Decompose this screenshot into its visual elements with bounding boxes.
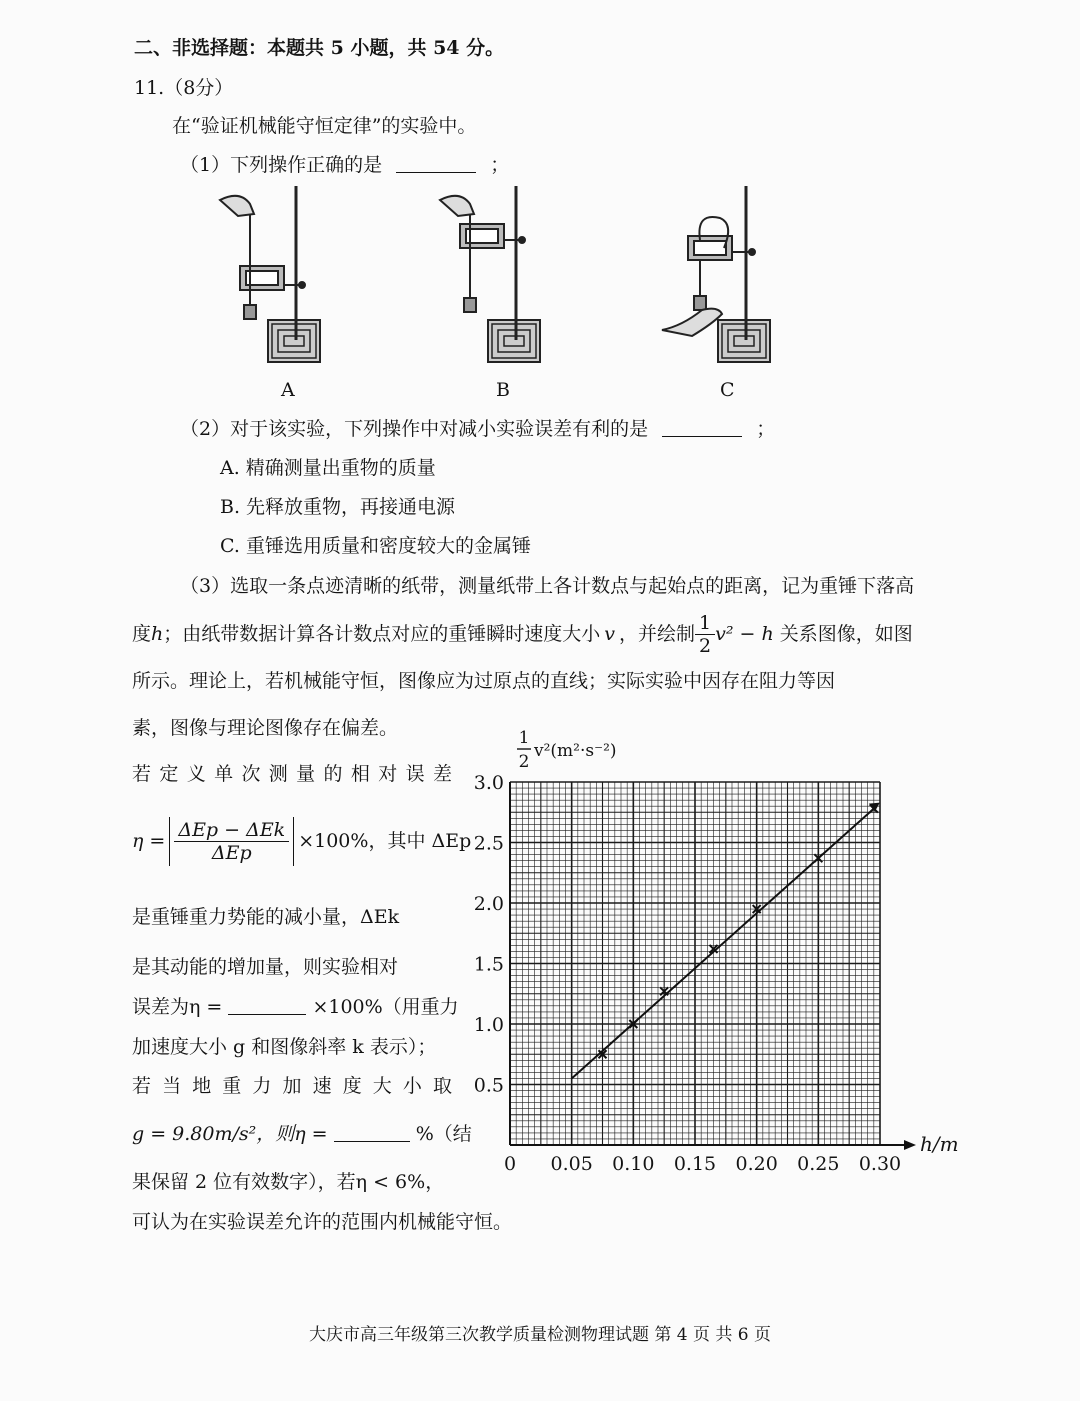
part3-line2-h: h bbox=[151, 623, 164, 645]
x-tick-label: 0.05 bbox=[550, 1153, 593, 1175]
part3-line1: （3）选取一条点迹清晰的纸带，测量纸带上各计数点与起始点的距离，记为重锤下落高 bbox=[180, 575, 915, 597]
line-gk: 加速度大小 g 和图像斜率 k 表示）； bbox=[132, 1036, 437, 1058]
part3-half-fraction bbox=[695, 612, 715, 657]
apparatus-figures bbox=[210, 180, 790, 410]
part2-option-c: C. 重锤选用质量和密度较大的金属锤 bbox=[220, 535, 531, 557]
question-number: 11.（8分） bbox=[134, 77, 234, 99]
line-dep: 是重锤重力势能的减小量，ΔEk bbox=[132, 906, 400, 928]
line-final: 可认为在实验误差允许的范围内机械能守恒。 bbox=[132, 1211, 513, 1233]
line-err-a: 误差为η = bbox=[132, 996, 223, 1018]
x-tick-label: 0.15 bbox=[673, 1153, 717, 1175]
line-keep: 果保留 2 位有效数字），若η < 6%， bbox=[132, 1171, 445, 1193]
y-tick-label: 1.0 bbox=[473, 1014, 504, 1036]
part3-line2-a: 度 bbox=[132, 623, 152, 645]
part1-end: ； bbox=[490, 154, 510, 176]
part3-half-den: 2 bbox=[699, 634, 712, 657]
apparatus-a bbox=[220, 186, 320, 362]
line-err-b: ×100%（用重力 bbox=[312, 996, 459, 1018]
origin-label: 0 bbox=[503, 1153, 517, 1175]
part3-line2-c: ，并绘制 bbox=[619, 623, 696, 645]
y-axis-label-expr: v²(m²·s⁻²) bbox=[534, 741, 617, 761]
def-line: 若定义单次测量的相对误差 bbox=[132, 763, 452, 785]
y-axis-label-den: 2 bbox=[518, 752, 530, 772]
figure-label-a: A bbox=[281, 379, 295, 401]
eta-expression-blank[interactable] bbox=[228, 996, 306, 1015]
section-heading: 二、非选择题：本题共 5 小题，共 54 分。 bbox=[134, 37, 505, 59]
part3-line3: 所示。理论上，若机械能守恒，图像应为过原点的直线；实际实验中因存在阻力等因 bbox=[132, 670, 836, 692]
figure-label-c: C bbox=[720, 379, 735, 401]
eta-fraction bbox=[174, 819, 289, 864]
part2-end: ； bbox=[756, 418, 776, 440]
part3-line2-v: v bbox=[604, 623, 616, 645]
chart-labels bbox=[517, 728, 959, 1156]
y-tick-label: 2.0 bbox=[473, 893, 504, 915]
line-g-a: g = 9.80m/s²，则η = bbox=[132, 1123, 328, 1145]
y-tick-label: 1.5 bbox=[473, 953, 504, 976]
line-g-b: %（结 bbox=[415, 1123, 472, 1145]
y-tick-label: 3.0 bbox=[473, 772, 504, 794]
x-axis-label: h/m bbox=[920, 1132, 959, 1156]
line-g bbox=[132, 1122, 472, 1146]
eta-numerator: ΔEp − ΔEk bbox=[174, 819, 289, 842]
part1-prompt bbox=[180, 153, 509, 177]
part2-option-b: B. 先释放重物，再接通电源 bbox=[220, 496, 456, 518]
apparatus-c bbox=[662, 186, 770, 362]
chart-grid bbox=[510, 782, 880, 1145]
x-tick-label: 0.10 bbox=[612, 1153, 655, 1175]
part3-line4: 素，图像与理论图像存在偏差。 bbox=[132, 717, 399, 739]
y-tick-label: 0.5 bbox=[473, 1074, 504, 1097]
part2-answer-blank[interactable] bbox=[662, 418, 742, 437]
part2-prompt-text: （2）对于该实验，下列操作中对减小实验误差有利的是 bbox=[180, 418, 649, 440]
eta-denominator: ΔEp bbox=[211, 841, 252, 864]
y-tick-label: 2.5 bbox=[473, 832, 504, 855]
figure-label-b: B bbox=[496, 379, 510, 401]
line-local: 若当地重力加速度大小取 bbox=[132, 1075, 452, 1097]
part1-prompt-text: （1）下列操作正确的是 bbox=[180, 154, 383, 176]
part1-answer-blank[interactable] bbox=[396, 154, 476, 173]
part3-line2-b: ；由纸带数据计算各计数点对应的重锤瞬时速度大小 bbox=[163, 623, 601, 645]
fit-line bbox=[572, 809, 874, 1079]
part2-prompt bbox=[180, 417, 775, 441]
eta-formula bbox=[132, 806, 471, 876]
eta-abs-bars bbox=[169, 817, 294, 866]
line-err bbox=[132, 995, 459, 1019]
x-tick-label: 0.30 bbox=[858, 1153, 902, 1175]
apparatus-b bbox=[440, 186, 540, 362]
energy-height-chart bbox=[460, 725, 960, 1185]
x-tick-label: 0.25 bbox=[797, 1153, 840, 1175]
eta-value-blank[interactable] bbox=[334, 1123, 410, 1142]
part3-line2 bbox=[132, 610, 913, 658]
part2-option-a: A. 精确测量出重物的质量 bbox=[220, 457, 436, 479]
part3-line2-d: 关系图像，如图 bbox=[779, 623, 913, 645]
part3-line2-expr: v² − h bbox=[715, 623, 774, 645]
x-axis-arrow bbox=[904, 1140, 916, 1150]
x-tick-label: 0.20 bbox=[735, 1153, 778, 1175]
part3-half-num: 1 bbox=[695, 612, 715, 635]
eta-symbol: η = bbox=[132, 830, 166, 852]
question-intro: 在“验证机械能守恒定律”的实验中。 bbox=[172, 115, 477, 137]
eta-tail: ×100%，其中 ΔEp bbox=[298, 830, 472, 852]
page-footer: 大庆市高三年级第三次教学质量检测物理试题 第 4 页 共 6 页 bbox=[308, 1325, 772, 1345]
y-axis-label-num: 1 bbox=[518, 728, 530, 748]
line-dek: 是其动能的增加量，则实验相对 bbox=[132, 956, 399, 978]
